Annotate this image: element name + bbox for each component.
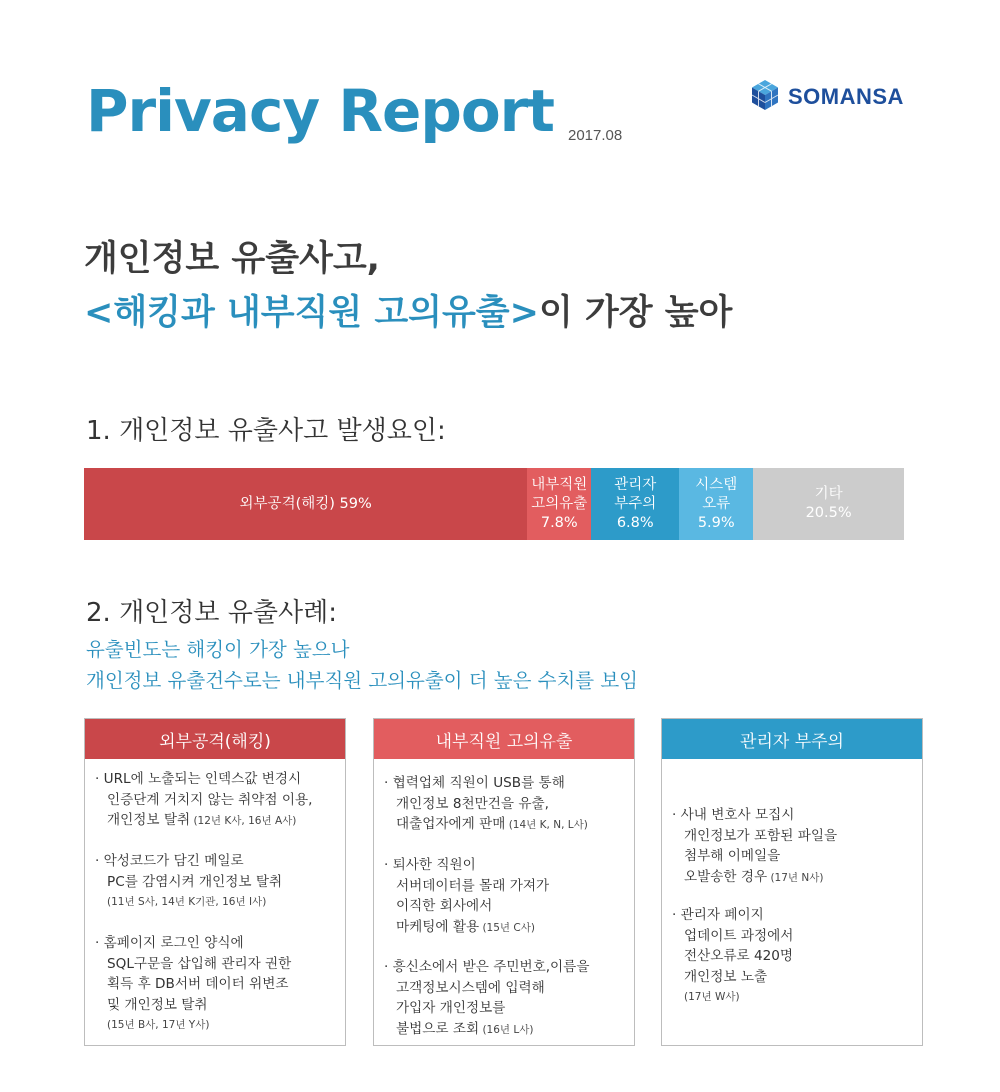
bar-label-line: 오류 [702, 495, 731, 512]
card-title: 외부공격(해킹) [85, 719, 345, 759]
case-text-line [95, 851, 339, 872]
case-item [384, 773, 628, 836]
case-source-note: (11년 S사, 14년 K기관, 16년 I사) [107, 896, 267, 908]
headline-line-2-rest: 이 가장 높아 [538, 293, 733, 333]
bar-label-line: 관리자 [614, 476, 657, 493]
case-text-line [384, 814, 628, 836]
case-text: 서버데이터를 몰래 가져가 [396, 877, 550, 894]
bar-segment-system [679, 468, 753, 540]
brand-name: SOMANSA [788, 84, 904, 109]
case-text-line [672, 946, 916, 967]
case-source-note: (15년 B사, 17년 Y사) [107, 1019, 210, 1031]
case-text-line [672, 926, 916, 947]
case-text: 개인정보가 포함된 파일을 [684, 827, 838, 844]
cause-stacked-bar [84, 468, 904, 540]
case-text-line [384, 794, 628, 815]
case-text-line [384, 957, 628, 978]
bar-label-line: 시스템 [695, 476, 738, 493]
case-item [95, 851, 339, 913]
case-text-line [672, 805, 916, 826]
case-text: 인증단계 거치지 않는 취약점 이용, [107, 791, 313, 808]
case-text: 획득 후 DB서버 데이터 위변조 [107, 976, 289, 992]
case-text: 이직한 회사에서 [396, 898, 493, 914]
case-source-note: (17년 W사) [684, 991, 740, 1003]
card-title: 내부직원 고의유출 [374, 719, 634, 759]
case-source-note: (16년 L사) [479, 1023, 534, 1036]
case-text: · 사내 변호사 모집시 [672, 807, 795, 823]
headline [84, 232, 732, 340]
case-text-line [384, 917, 628, 939]
headline-highlight: <해킹과 내부직원 고의유출> [84, 293, 539, 333]
case-text: 업데이트 과정에서 [684, 927, 794, 944]
case-text: 개인정보 탈취 [107, 812, 191, 828]
case-item [95, 933, 339, 1036]
case-text-line [384, 773, 628, 794]
case-item [384, 957, 628, 1040]
case-text-line [384, 998, 628, 1019]
case-text-line [384, 855, 628, 876]
case-text-line [95, 872, 339, 893]
case-source-note: (14년 K, N, L사) [505, 819, 588, 831]
bar-segment-label [240, 495, 372, 514]
case-source-note: (17년 N사) [767, 871, 824, 884]
case-text-line [672, 846, 916, 867]
case-card-hacking [84, 718, 346, 1046]
cube-logo-icon [748, 78, 782, 116]
case-text-line [95, 810, 339, 832]
case-source-note: (15년 C사) [479, 921, 535, 934]
case-text: · 협력업체 직원이 USB를 통해 [384, 775, 565, 791]
case-text-line [95, 769, 339, 790]
report-title: Privacy Report [86, 77, 555, 145]
bar-segment-label [614, 476, 656, 533]
case-text: SQL구문을 삽입해 관리자 권한 [107, 955, 292, 972]
case-item [384, 855, 628, 938]
report-date: 2017.08 [568, 127, 623, 144]
case-text: · 홈페이지 로그인 양식에 [95, 935, 244, 951]
case-text: PC를 감염시켜 개인정보 탈취 [107, 873, 283, 890]
case-text-line [672, 867, 916, 889]
case-text: 대출업자에게 판매 [396, 816, 506, 832]
bar-label-line: 부주의 [614, 495, 657, 512]
case-text: 고객정보시스템에 입력해 [396, 979, 545, 996]
case-text-line [95, 974, 339, 995]
case-item [672, 905, 916, 1008]
card-title: 관리자 부주의 [662, 719, 922, 759]
case-text-line [384, 876, 628, 897]
case-text: 오발송한 경우 [684, 868, 768, 885]
case-text: · URL에 노출되는 인덱스값 변경시 [95, 771, 302, 787]
case-text-line [672, 967, 916, 988]
headline-line-1: 개인정보 유출사고, [84, 239, 380, 279]
bar-segment-label [806, 485, 852, 523]
bar-segment-hacking [84, 468, 527, 540]
subtitle-line-2: 개인정보 유출건수로는 내부직원 고의유출이 더 높은 수치를 보임 [86, 669, 638, 692]
case-text-line [384, 896, 628, 917]
case-source-note: (12년 K사, 16년 A사) [190, 815, 297, 827]
case-text-line [672, 826, 916, 847]
brand-logo [748, 80, 904, 114]
case-text-line [95, 790, 339, 811]
case-text: · 흥신소에서 받은 주민번호,이름을 [384, 959, 590, 975]
case-text: · 악성코드가 담긴 메일로 [95, 853, 244, 869]
bar-segment-admin [591, 468, 679, 540]
case-text-line [95, 954, 339, 975]
case-text-line [95, 995, 339, 1016]
case-card-admin [661, 718, 923, 1046]
bar-label-line: 외부공격(해킹) 59% [239, 495, 372, 512]
bar-segment-insider [527, 468, 591, 540]
section-2-heading: 2. 개인정보 유출사례: [86, 598, 338, 628]
bar-label-line: 20.5% [805, 505, 852, 521]
case-text-line [384, 1019, 628, 1041]
case-item [95, 769, 339, 832]
subtitle-line-1: 유출빈도는 해킹이 가장 높으나 [86, 638, 350, 661]
bar-label-line: 5.9% [697, 514, 735, 531]
case-text: 및 개인정보 탈취 [107, 996, 208, 1013]
case-text: 가입자 개인정보를 [396, 1000, 506, 1016]
bar-segment-label [695, 476, 737, 533]
case-text-line [384, 978, 628, 999]
case-text: · 관리자 페이지 [672, 907, 764, 923]
headline-line-2 [84, 286, 732, 340]
case-text: 첨부해 이메일을 [684, 848, 781, 864]
bar-label-line: 내부직원 고의유출 7.8% [531, 476, 588, 531]
case-text: 개인정보 8천만건을 유출, [396, 795, 549, 812]
bar-label-line: 기타 [814, 486, 843, 502]
case-text-line [95, 933, 339, 954]
case-card-insider [373, 718, 635, 1046]
case-text: 전산오류로 420명 [684, 948, 794, 964]
case-text: 개인정보 노출 [684, 968, 768, 985]
case-text: 마케팅에 활용 [396, 918, 480, 935]
case-text-line [672, 905, 916, 926]
bar-segment-other [753, 468, 904, 540]
bar-label-line: 6.8% [616, 514, 654, 531]
section-2-subtitle [86, 634, 638, 696]
section-1-heading: 1. 개인정보 유출사고 발생요인: [86, 416, 446, 446]
case-item [672, 805, 916, 888]
case-text: 불법으로 조회 [396, 1020, 480, 1037]
bar-segment-label [527, 476, 591, 533]
case-text: · 퇴사한 직원이 [384, 857, 476, 873]
